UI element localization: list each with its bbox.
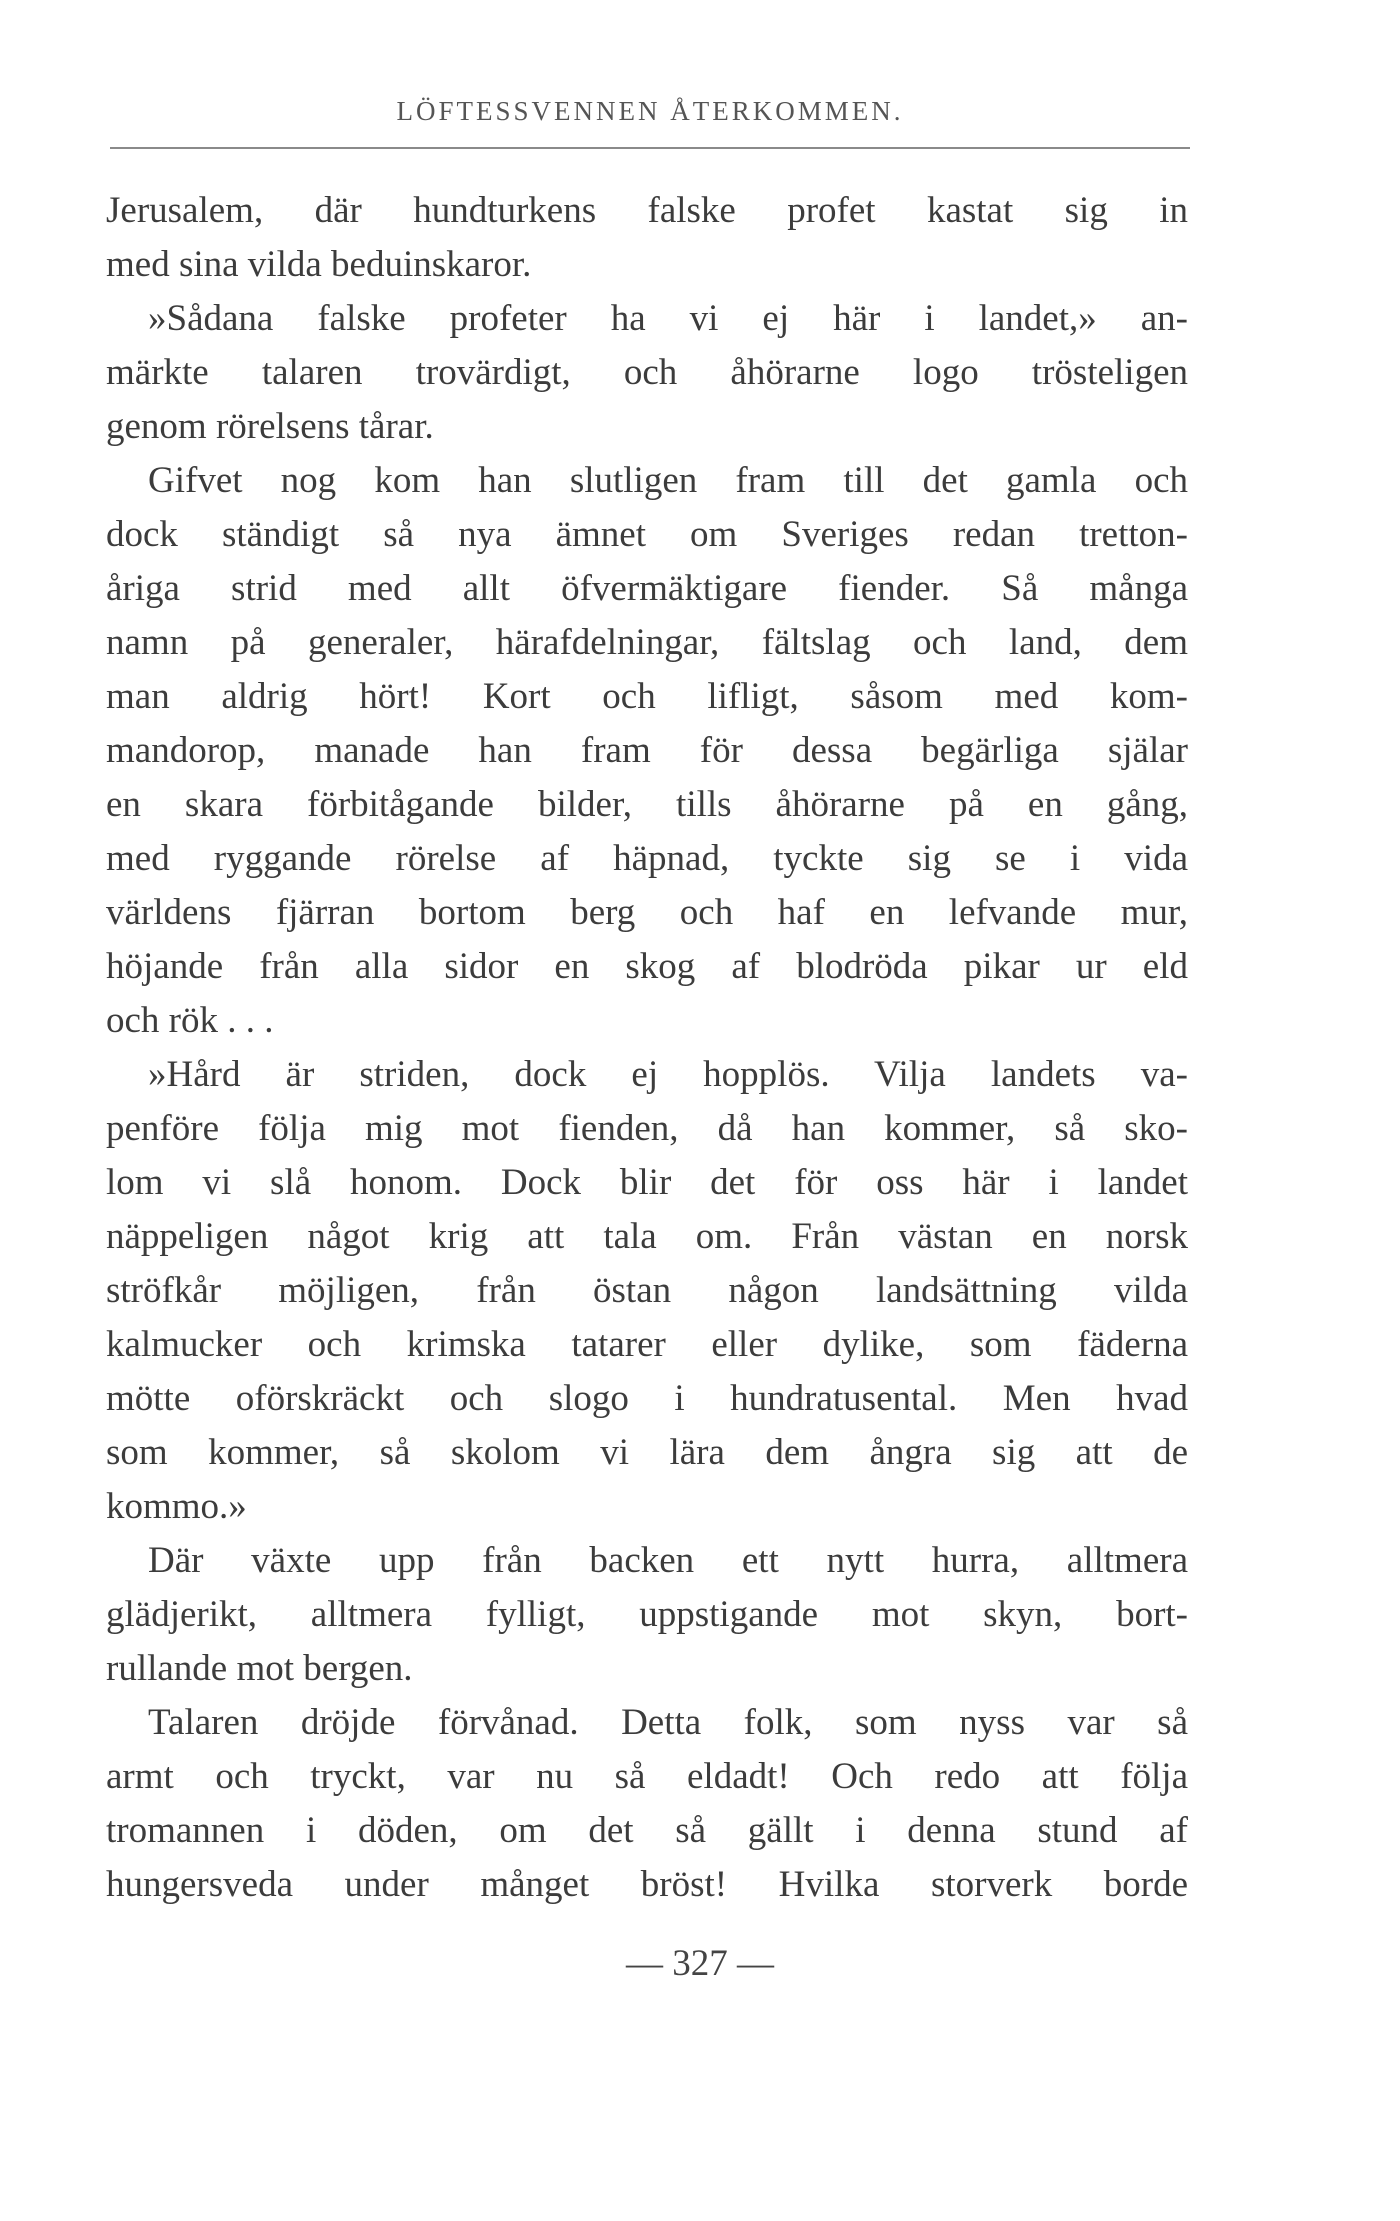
text-line: man aldrig hört! Kort och lifligt, såsom med kom-: [106, 676, 1188, 717]
text-line: näppeligen något krig att tala om. Från västan en norsk: [106, 1216, 1188, 1257]
text-line: höjande från alla sidor en skog af blodröda pikar ur eld: [106, 946, 1188, 987]
text-line: penföre följa mig mot fienden, då han kommer, så sko-: [106, 1108, 1188, 1149]
text-line: ströfkår möjligen, från östan någon landsättning vilda: [106, 1270, 1188, 1311]
text-line: mandorop, manade han fram för dessa begärliga själar: [106, 730, 1188, 771]
text-line: åriga strid med allt öfvermäktigare fiender. Så många: [106, 568, 1188, 609]
text-line: Jerusalem, där hundturkens falske profet kastat sig in: [106, 190, 1188, 231]
header-rule: [110, 147, 1190, 149]
text-line: kalmucker och krimska tatarer eller dylike, som fäderna: [106, 1324, 1188, 1365]
text-line: världens fjärran bortom berg och haf en lefvande mur,: [106, 892, 1188, 933]
text-line: kommo.»: [106, 1486, 247, 1527]
text-line: en skara förbitågande bilder, tills åhörarne på en gång,: [106, 784, 1188, 825]
text-line: och rök . . .: [106, 1000, 274, 1041]
text-line: mötte oförskräckt och slogo i hundratusental. Men hvad: [106, 1378, 1188, 1419]
text-line: dock ständigt så nya ämnet om Sveriges redan tretton-: [106, 514, 1188, 555]
running-title: LÖFTESSVENNEN ÅTERKOMMEN.: [396, 96, 904, 126]
text-line: som kommer, så skolom vi lära dem ångra sig att de: [106, 1432, 1188, 1473]
text-line: Talaren dröjde förvånad. Detta folk, som nyss var så: [148, 1702, 1188, 1743]
text-line: rullande mot bergen.: [106, 1648, 413, 1689]
body-text: [106, 184, 1188, 1912]
text-line: »Hård är striden, dock ej hopplös. Vilja landets va-: [148, 1054, 1188, 1095]
text-line: Där växte upp från backen ett nytt hurra, alltmera: [148, 1540, 1188, 1581]
text-line: tromannen i döden, om det så gällt i denna stund af: [106, 1810, 1188, 1851]
text-line: lom vi slå honom. Dock blir det för oss här i landet: [106, 1162, 1188, 1203]
text-line: armt och tryckt, var nu så eldadt! Och redo att följa: [106, 1756, 1188, 1797]
text-line: med sina vilda beduinskaror.: [106, 244, 532, 285]
text-line: »Sådana falske profeter ha vi ej här i landet,» an-: [148, 298, 1188, 339]
text-line: glädjerikt, alltmera fylligt, uppstigande mot skyn, bort-: [106, 1594, 1188, 1635]
text-line: märkte talaren trovärdigt, och åhörarne logo trösteligen: [106, 352, 1188, 393]
text-line: namn på generaler, härafdelningar, fältslag och land, dem: [106, 622, 1188, 663]
text-line: med ryggande rörelse af häpnad, tyckte sig se i vida: [106, 838, 1188, 879]
text-line: Gifvet nog kom han slutligen fram till det gamla och: [148, 460, 1188, 501]
text-line: hungersveda under månget bröst! Hvilka storverk borde: [106, 1864, 1188, 1905]
page-number: — 327 —: [626, 1943, 774, 1984]
text-line: genom rörelsens tårar.: [106, 406, 434, 447]
